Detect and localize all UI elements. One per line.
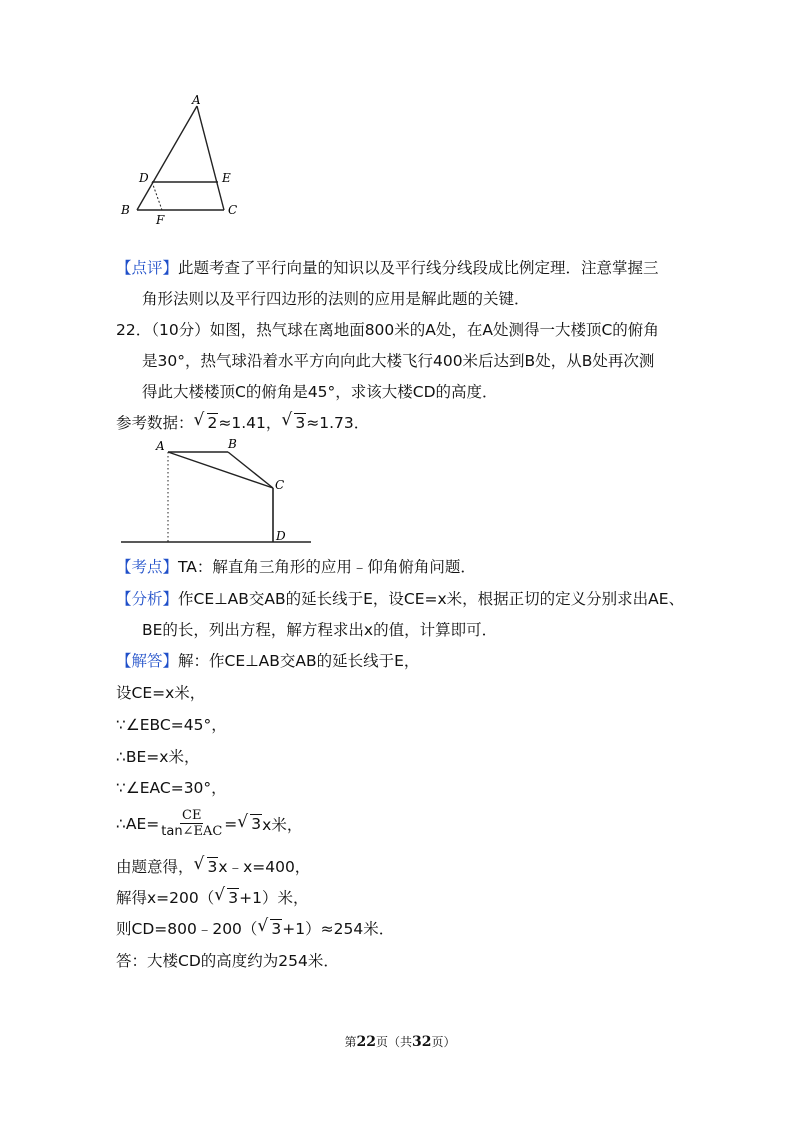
reference-data <box>116 410 370 433</box>
problem-line-1: 22．（10分）如图，热气球在离地面800米的A处，在A处测得一大楼顶C的俯角 <box>116 321 659 339</box>
sqrt-3: √ 3 <box>214 885 239 907</box>
page-footer: 第22页（共32页） <box>344 1034 456 1050</box>
analysis-text-1: 作CE⊥AB交AB的延长线于E，设CE=x米，根据正切的定义分别求出AE、 <box>178 590 685 608</box>
label-c: C <box>228 203 238 217</box>
figure-triangle-ade <box>112 92 252 227</box>
kaodian-line <box>116 557 476 577</box>
analysis-tag: 【分析】 <box>116 590 179 608</box>
solution-step-8: 则CD=800﹣200（ √ 3+1）≈254米． <box>116 916 395 938</box>
sqrt-3: √ 3 <box>281 410 306 432</box>
review-line-2: 角形法则以及平行四边形的法则的应用是解此题的关键． <box>142 290 530 308</box>
problem-line-2: 是30°，热气球沿着水平方向向此大楼飞行400米后达到B处，从B处再次测 <box>142 352 655 370</box>
page-number: 22 <box>356 1034 376 1050</box>
segment-ab <box>137 106 197 210</box>
solution-step-3: ∴BE=x米， <box>116 748 200 766</box>
analysis-line-1 <box>116 589 684 609</box>
segment-bc <box>228 452 273 488</box>
sqrt-2: √ 2 <box>193 410 218 432</box>
label-d: D <box>139 171 149 185</box>
kaodian-text: TA：解直角三角形的应用﹣仰角俯角问题． <box>178 558 476 576</box>
sqrt-3: √ 3 <box>237 812 262 833</box>
segment-df <box>152 182 162 210</box>
fraction-denominator: tan∠EAC <box>161 824 223 839</box>
reference-value-1: ≈1.41， <box>218 414 282 432</box>
ae-prefix: ∴AE= <box>116 815 160 833</box>
label-e: E <box>222 171 231 185</box>
solution-step-1: 设CE=x米， <box>116 684 206 702</box>
review-text-1: 此题考查了平行向量的知识以及平行线分线段成比例定理．注意掌握三 <box>178 259 659 277</box>
solution-step-6: 由题意得， √ 3x﹣x=400， <box>116 854 311 876</box>
ae-equals: = <box>224 815 238 833</box>
ae-suffix: x米， <box>262 816 303 834</box>
solution-step-2: ∵∠EBC=45°， <box>116 716 227 734</box>
segment-ac <box>197 106 224 210</box>
reference-prefix: 参考数据： <box>116 414 194 432</box>
solution-step-5 <box>116 808 302 840</box>
review-tag: 【点评】 <box>116 259 179 277</box>
solution-text-1: 解：作CE⊥AB交AB的延长线于E， <box>178 652 420 670</box>
segment-ac <box>168 452 273 488</box>
label-a: A <box>156 439 165 453</box>
solution-answer: 答：大楼CD的高度约为254米． <box>116 952 339 970</box>
solution-line-1 <box>116 651 419 671</box>
reference-value-2: ≈1.73． <box>306 414 370 432</box>
solution-step-7: 解得x=200（ √ 3+1）米， <box>116 885 309 907</box>
label-b: B <box>228 437 237 451</box>
label-c: C <box>275 478 285 492</box>
kaodian-tag: 【考点】 <box>116 558 179 576</box>
label-a: A <box>192 93 201 107</box>
label-d: D <box>276 529 286 543</box>
fraction-numerator: CE <box>182 808 202 823</box>
sqrt-3: √ 3 <box>257 916 282 938</box>
page-total: 32 <box>412 1034 432 1050</box>
figure-balloon-building <box>118 436 318 548</box>
fraction-ce-over-tan <box>159 808 224 840</box>
sqrt-3: √ 3 <box>193 854 218 876</box>
label-b: B <box>121 203 130 217</box>
solution-tag: 【解答】 <box>116 652 179 670</box>
analysis-line-2: BE的长，列出方程，解方程求出x的值，计算即可． <box>142 621 498 639</box>
solution-step-4: ∵∠EAC=30°， <box>116 779 227 797</box>
review-line-1 <box>116 258 659 278</box>
problem-line-3: 得此大楼楼顶C的俯角是45°，求该大楼CD的高度． <box>142 383 498 401</box>
label-f: F <box>156 213 165 227</box>
